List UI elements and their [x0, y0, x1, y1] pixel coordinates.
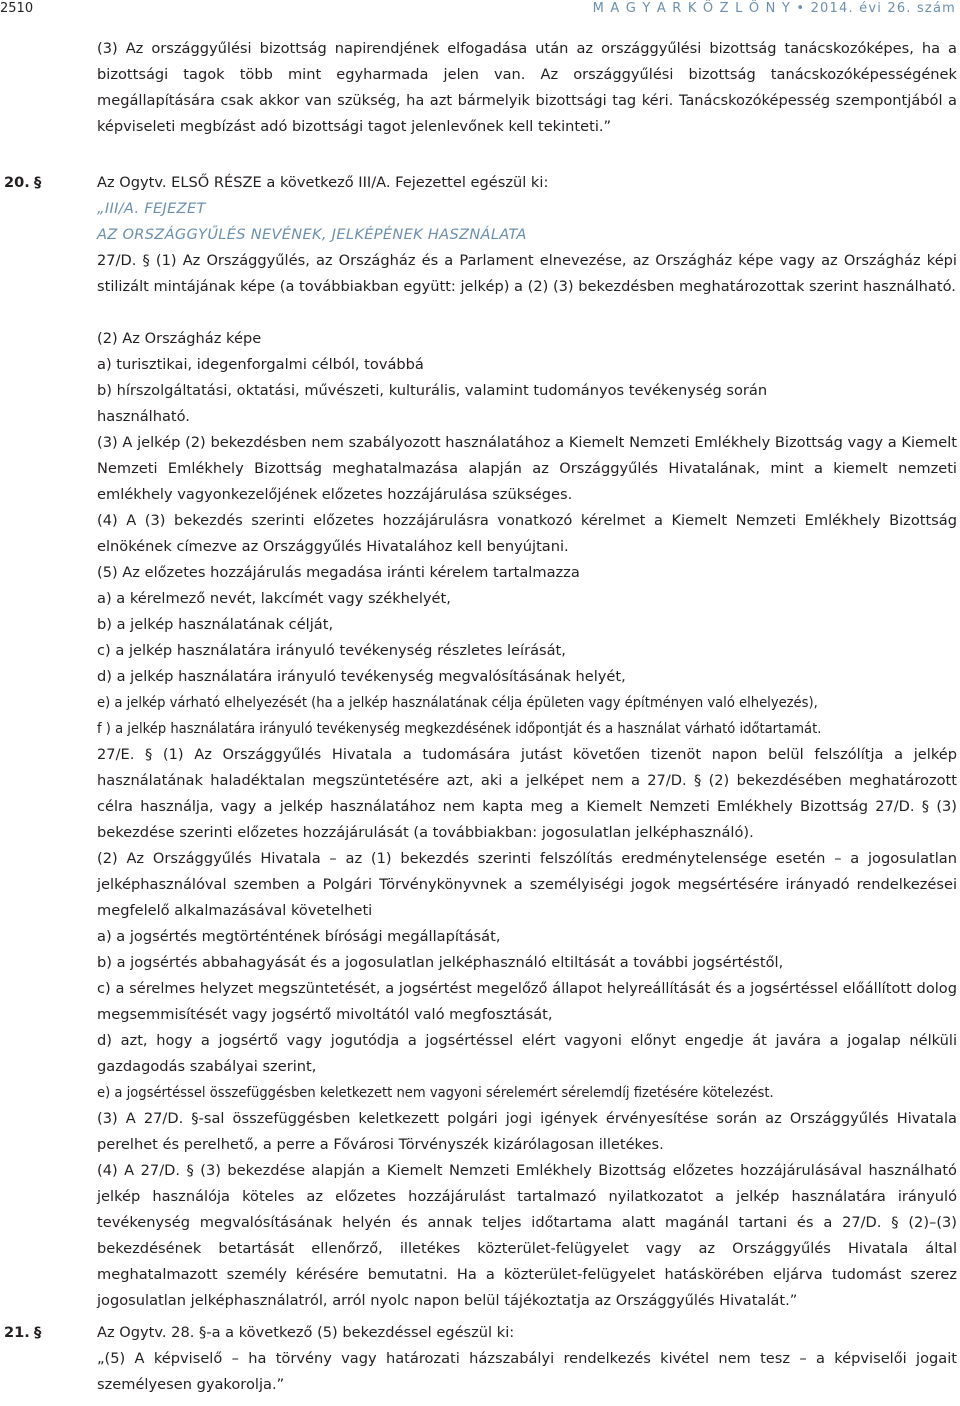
- section-21-intro: Az Ogytv. 28. §-a a következő (5) bekezdéssel egészül ki:: [97, 1324, 515, 1341]
- s20-line-2: a) turisztikai, idegenforgalmi célból, továbbá: [97, 356, 424, 373]
- s20-line-11: d) a jelkép használatára irányuló tevékenység megvalósításának helyét,: [97, 668, 626, 685]
- s20-line-12: e) a jelkép várható elhelyezését (ha a jelkép használatának célja épületen vagy építményen való elhelyezés),: [97, 694, 818, 711]
- s20-line-4: használható.: [97, 408, 190, 425]
- s20-line-13: f ) a jelkép használatára irányuló tevékenység megkezdésének időpontját és a használat várható időtartamát.: [97, 720, 822, 737]
- s20-line-17: b) a jogsértés abbahagyását és a jogosulatlan jelképhasználó eltiltását a további jogsértéstől,: [97, 954, 784, 971]
- s20-line-20: e) a jogsértéssel összefüggésben keletkezett nem vagyoni sérelemért sérelemdíj fizetésére kötelezést.: [97, 1084, 774, 1101]
- s20-line-15: (2) Az Országgyűlés Hivatala – az (1) bekezdés szerinti felszólítás eredménytelensége esetén – a jogosulatlan jelképhasználóval szemben a Polgári Törvénykönyvnek a személyiségi jogok megsértésére irányadó rendelkezései megfelelő alkalmazásával követelheti: [97, 850, 957, 919]
- running-title: M A G Y A R K Ö Z L Ö N Y • 2014. évi 26. szám: [592, 1, 956, 16]
- s20-line-9: b) a jelkép használatának célját,: [97, 616, 334, 633]
- section-21-symbol: §: [34, 1324, 42, 1341]
- s20-line-8: a) a kérelmező nevét, lakcímét vagy székhelyét,: [97, 590, 451, 607]
- s20-line-22: (4) A 27/D. § (3) bekezdése alapján a Kiemelt Nemzeti Emlékhely Bizottság előzetes hozzájárulásával használható jelkép használója köteles az előzetes hozzájárulást tartalmazó nyilatkozatot a jelkép használatára irányuló tevékenység megvalósításának helyén és annak teljes időtartama alatt magánál tartani és a 27/D. § (2)–(3) bekezdésének betartását ellenőrző, illetékes közterület-felügyelet vagy az Országgyűlés Hivatala által meghatalmazott személy kérésére bemutatni. Ha a közterület-felügyelet hatáskörében eljárva tudomást szerez jogosulatlan jelképhasználatról, arról nyolc napon belül tájékoztatja az Országgyűlés Hivatalát.”: [97, 1162, 957, 1309]
- s20-line-16: a) a jogsértés megtörténtének bírósági megállapítását,: [97, 928, 501, 945]
- intro-paragraph-text: (3) Az országgyűlési bizottság napirendjének elfogadása után az országgyűlési bizottság tanácskozóképes, ha a bizottsági tagok több mint egyharmada jelen van. Az országgyűlési bizottság tanácskozóképességének megállapítására csak akkor van szükség, ha azt bármelyik bizottsági tag kéri.: [97, 40, 957, 109]
- s20-line-7: (5) Az előzetes hozzájárulás megadása iránti kérelem tartalmazza: [97, 564, 580, 581]
- page-number: 2510: [0, 1, 34, 16]
- s20-line-3: b) hírszolgáltatási, oktatási, művészeti, kulturális, valamint tudományos tevékenység során: [97, 382, 768, 399]
- intro-paragraph: [97, 36, 957, 140]
- section-20-number: 20.: [4, 174, 30, 191]
- section-20-intro: Az Ogytv. ELSŐ RÉSZE a következő III/A. Fejezettel egészül ki:: [97, 174, 549, 191]
- page-header: [0, 0, 960, 20]
- s20-line-18: c) a sérelmes helyzet megszüntetését, a jogsértést megelőző állapot helyreállítását és a jogsértéssel előállított dolog megsemmisítését vagy jogsértő mivoltától való megfosztását,: [97, 980, 957, 1023]
- s20-line-1: (2) Az Országház képe: [97, 330, 262, 347]
- section-21-number: 21.: [4, 1324, 30, 1341]
- intro-paragraph-text-continued: Tanácskozóképesség szempontjából a képviseleti megbízást adó bizottsági tagot jelenlevőnek kell tekinteti.”: [97, 92, 957, 135]
- s20-line-10: c) a jelkép használatára irányuló tevékenység részletes leírását,: [97, 642, 566, 659]
- chapter-title: AZ ORSZÁGGYŰLÉS NEVÉNEK, JELKÉPÉNEK HASZNÁLATA: [97, 226, 527, 243]
- s20-line-19: d) azt, hogy a jogsértő vagy jogutódja a jogsértéssel elért vagyoni előnyt engedje át javára a jogalap nélküli gazdagodás szabályai szerint,: [97, 1032, 957, 1075]
- s20-line-0: 27/D. § (1) Az Országgyűlés, az Országház és a Parlament elnevezése, az Országház képe vagy az Országház képi stilizált mintájának képe (a továbbiakban együtt: jelkép) a (2) (3) bekezdésben meghatározottak szerint használható.: [97, 252, 957, 295]
- section-20-symbol: §: [34, 174, 42, 191]
- chapter-heading: „III/A. FEJEZET: [97, 200, 206, 217]
- section-21-text: „(5) A képviselő – ha törvény vagy határozati házszabályi rendelkezés kivétel nem tesz – a képviselői jogait személyesen gyakorolja.”: [97, 1350, 957, 1393]
- s20-line-6: (4) A (3) bekezdés szerinti előzetes hozzájárulásra vonatkozó kérelmet a Kiemelt Nemzeti Emlékhely Bizottság elnökének címezve az Országgyűlés Hivatalához kell benyújtani.: [97, 512, 957, 555]
- s20-line-5: (3) A jelkép (2) bekezdésben nem szabályozott használatához a Kiemelt Nemzeti Emlékhely Bizottság vagy a Kiemelt Nemzeti Emlékhely Bizottság meghatalmazása alapján az Országgyűlés Hivatalának, mint a kiemelt nemzeti emlékhely vagyonkezelőjének előzetes hozzájárulása szükséges.: [97, 434, 957, 503]
- s20-line-14: 27/E. § (1) Az Országgyűlés Hivatala a tudomására jutást követően tizenöt napon belül felszólítja a jelkép használatának haladéktalan megszüntetésére azt, aki a jelképet nem a 27/D. § (2) bekezdésében meghatározott célra használja, vagy a jelkép használatához nem kapta meg a Kiemelt Nemzeti Emlékhely Bizottság 27/D. § (3) bekezdése szerinti előzetes hozzájárulását (a továbbiakban: jogosulatlan jelképhasználó).: [97, 746, 957, 841]
- s20-line-21: (3) A 27/D. §-sal összefüggésben keletkezett polgári jogi igények érvényesítése során az Országgyűlés Hivatala perelhet és perelhető, a perre a Fővárosi Törvényszék kizárólagosan illetékes.: [97, 1110, 957, 1153]
